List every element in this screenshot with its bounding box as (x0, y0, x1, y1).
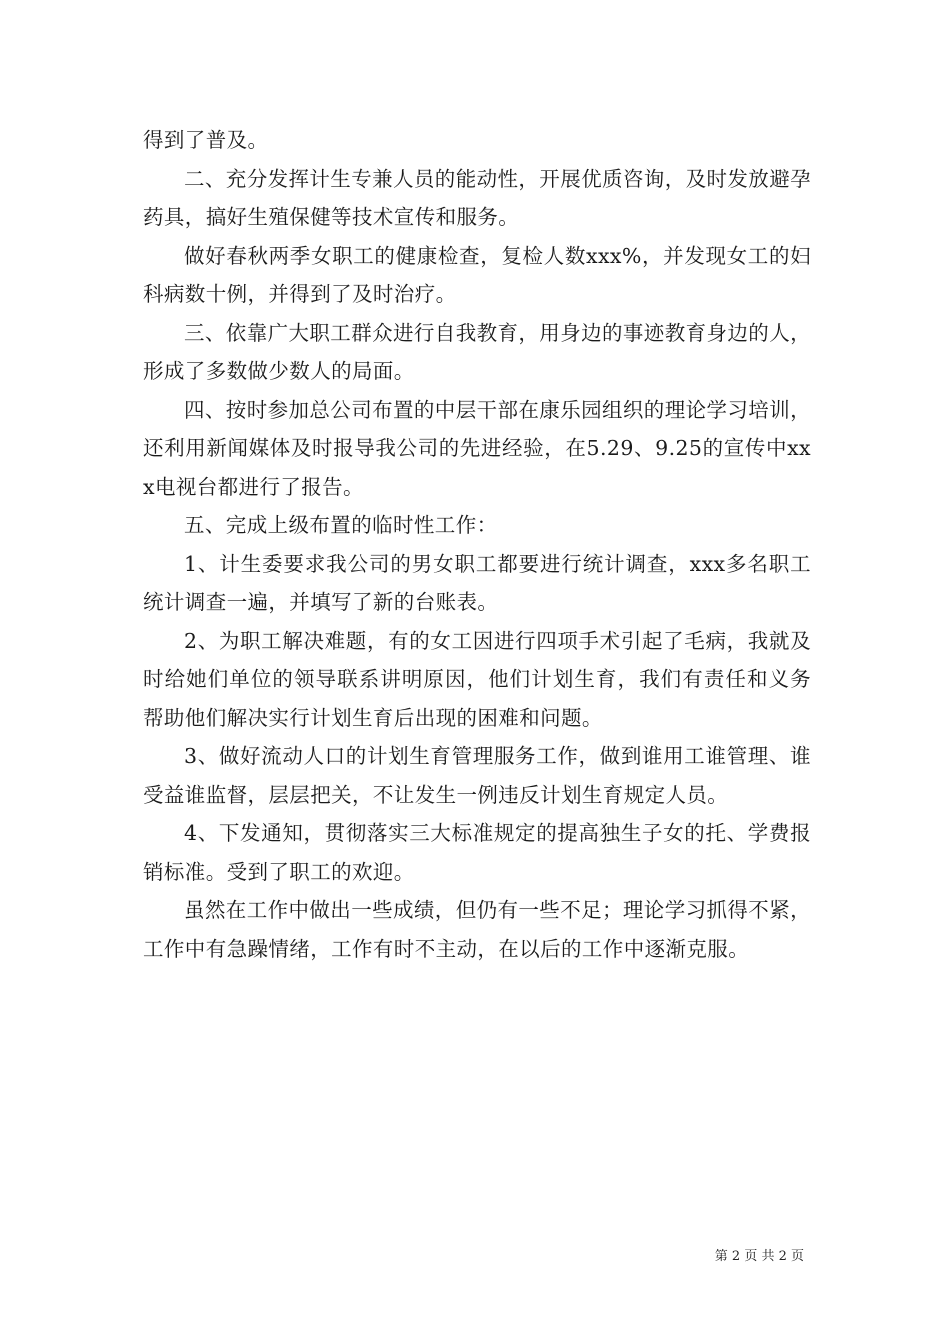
paragraph-section-5: 五、完成上级布置的临时性工作： (184, 513, 498, 537)
paragraph-item-2: 2、为职工解决难题，有的女工因进行四项手术引起了毛病，我就及时给她们单位的领导联系讲明原因，他们计划生育，我们有责任和义务帮助他们解决实行计划生育后出现的困难和问题。 (143, 628, 811, 730)
paragraph-section-3: 三、依靠广大职工群众进行自我教育，用身边的事迹教育身边的人，形成了多数做少数人的局面。 (143, 320, 811, 383)
paragraph-continuation: 得到了普及。 (143, 128, 269, 152)
paragraph-health-check: 做好春秋两季女职工的健康检查，复检人数xxx%，并发现女工的妇科病数十例，并得到了及时治疗。 (143, 243, 811, 306)
paragraph-item-1: 1、计生委要求我公司的男女职工都要进行统计调查，xxx多名职工统计调查一遍，并填写了新的台账表。 (143, 551, 811, 614)
document-body (143, 121, 811, 968)
paragraph-section-4: 四、按时参加总公司布置的中层干部在康乐园组织的理论学习培训，还利用新闻媒体及时报导我公司的先进经验，在5.29、9.25的宣传中xxx电视台都进行了报告。 (143, 397, 811, 499)
paragraph-item-3: 3、做好流动人口的计划生育管理服务工作，做到谁用工谁管理、谁受益谁监督，层层把关，不让发生一例违反计划生育规定人员。 (143, 744, 811, 807)
paragraph-section-2: 二、充分发挥计生专兼人员的能动性，开展优质咨询，及时发放避孕药具，搞好生殖保健等技术宣传和服务。 (143, 166, 811, 229)
page-number-footer: 第 2 页 共 2 页 (714, 1249, 804, 1264)
paragraph-conclusion: 虽然在工作中做出一些成绩，但仍有一些不足；理论学习抓得不紧，工作中有急躁情绪，工作有时不主动，在以后的工作中逐渐克服。 (143, 898, 811, 961)
paragraph-item-4: 4、下发通知，贯彻落实三大标准规定的提高独生子女的托、学费报销标准。受到了职工的欢迎。 (143, 821, 811, 884)
